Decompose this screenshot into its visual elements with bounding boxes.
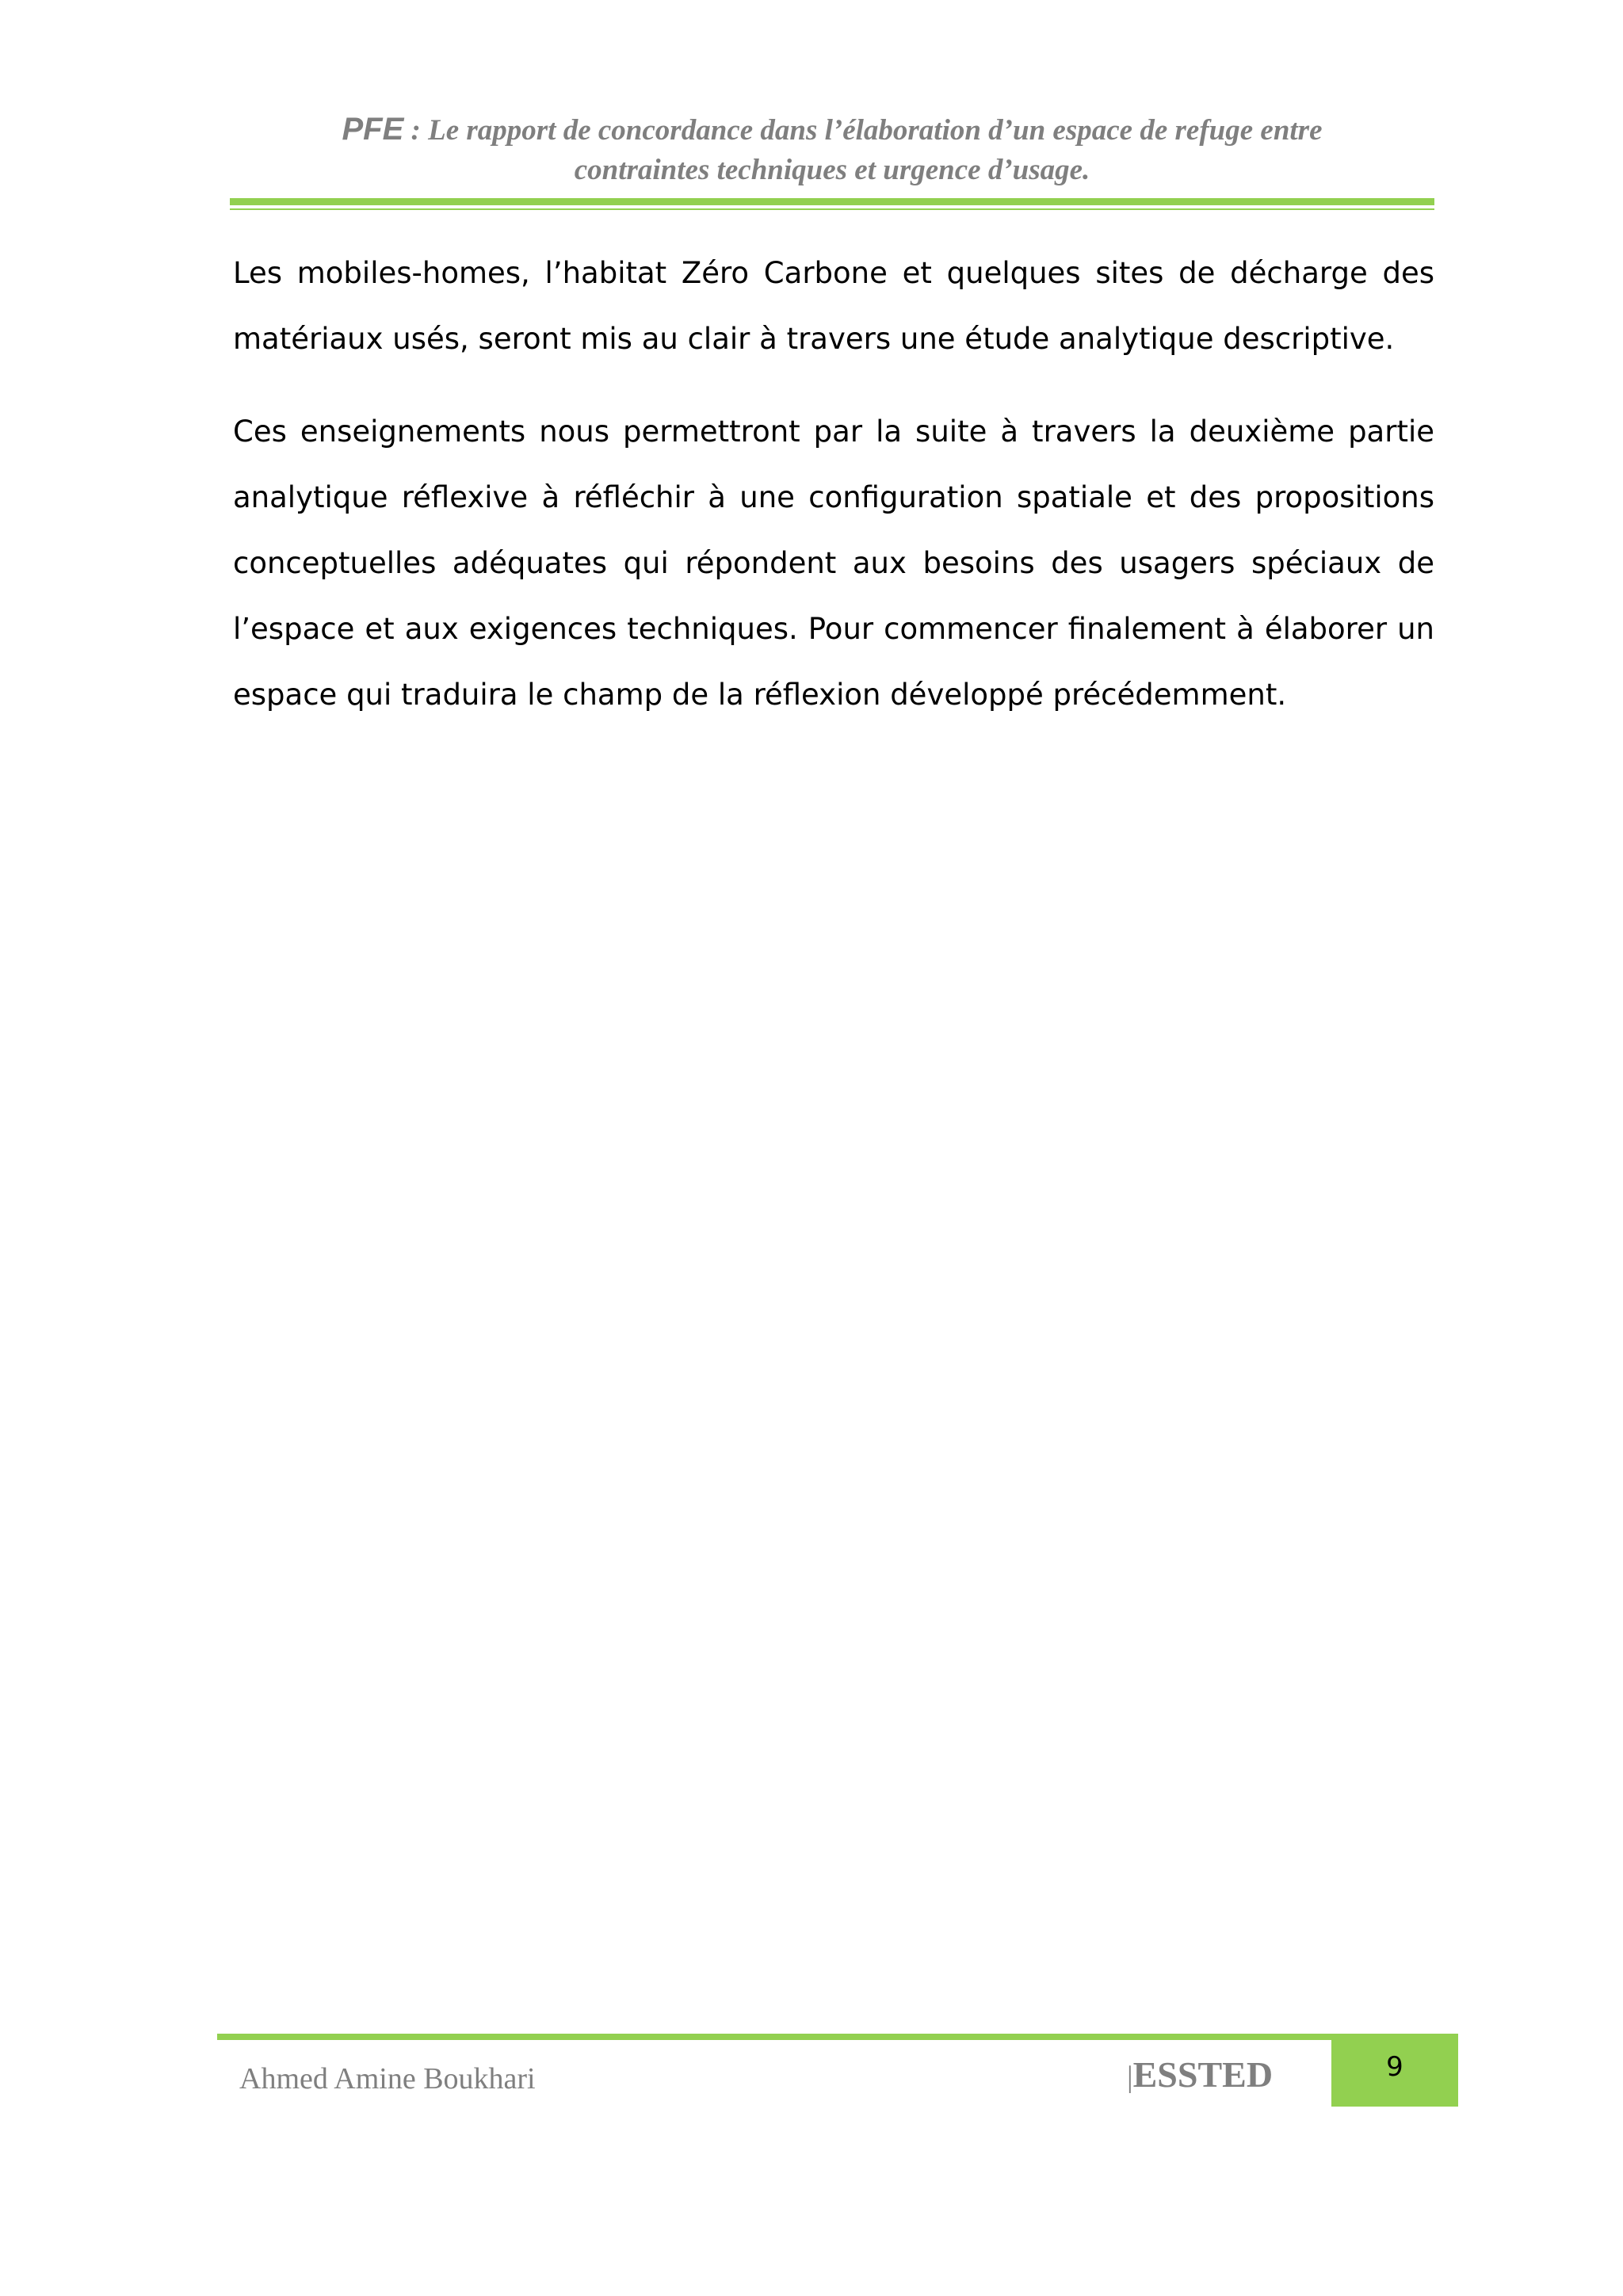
paragraph: Les mobiles-homes, l’habitat Zéro Carbone et quelques sites de décharge des matériaux usés, seront mis au clair à travers une étude analytique descriptive.: [233, 256, 1434, 356]
header-title-part-1: : Le rapport de concordance dans l’élaboration d’un espace de refuge entre: [403, 114, 1323, 147]
footer-rule: [217, 2034, 1458, 2040]
running-header: [230, 109, 1434, 190]
header-prefix: PFE: [342, 112, 404, 147]
page-number: 9: [1386, 2051, 1403, 2083]
footer-organization: [1127, 2053, 1273, 2099]
header-title-part-2: contraintes techniques et urgence d’usage.: [574, 154, 1090, 186]
paragraph: Ces enseignements nous permettront par la suite à travers la deuxième partie analytique réflexive à réfléchir à une configuration spatiale et des propositions conceptuelles adéquates qui répondent aux besoins des usagers spéciaux de l’espace et aux exigences techniques. Pour commencer finalement à élaborer un espace qui traduira le champ de la réflexion développé précédemment.: [233, 415, 1434, 712]
page-number-box: [1331, 2034, 1458, 2107]
footer-org-name: ESSTED: [1132, 2054, 1274, 2095]
header-rule-thick: [230, 198, 1434, 205]
header-rule-thin: [230, 208, 1434, 210]
footer-separator: |: [1127, 2061, 1133, 2094]
header-line-1: [230, 109, 1434, 151]
footer-author: Ahmed Amine Boukhari: [239, 2062, 536, 2095]
body-text: [233, 240, 1434, 755]
